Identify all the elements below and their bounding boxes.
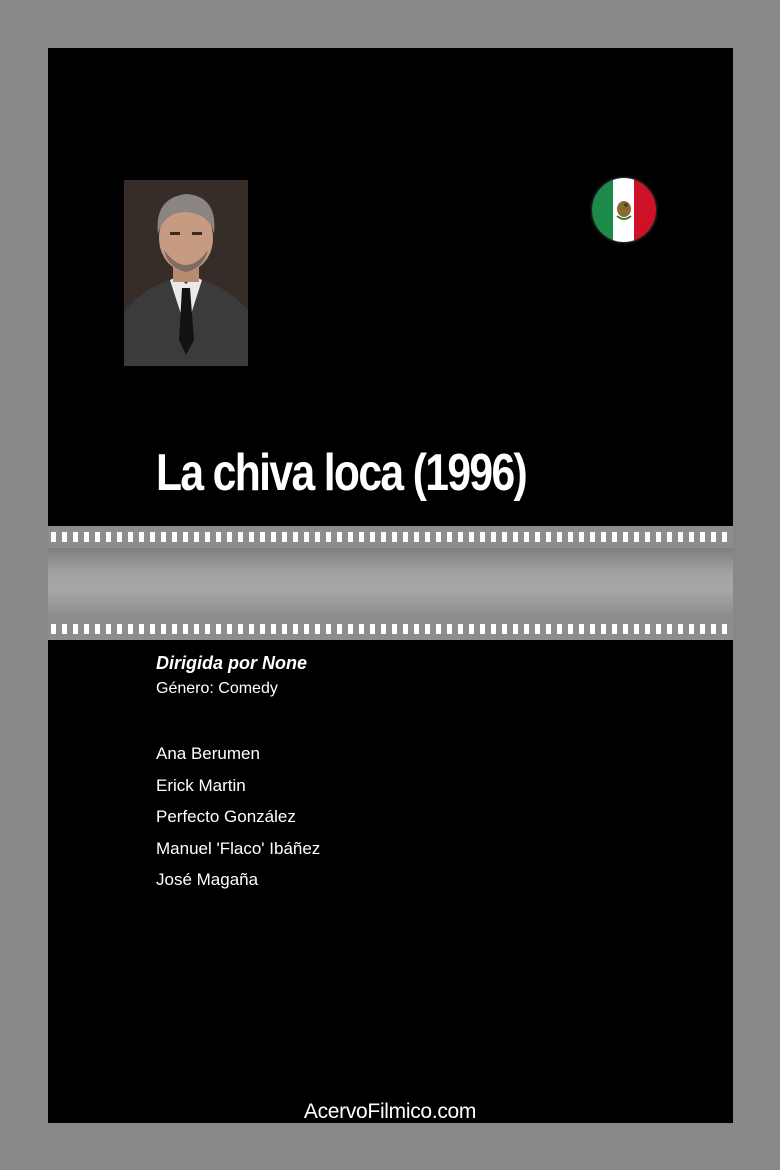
- film-sprocket-holes-bottom: [48, 624, 733, 634]
- cast-member: Erick Martin: [156, 775, 246, 795]
- cast-member: José Magaña: [156, 870, 259, 889]
- movie-info: [156, 653, 320, 896]
- film-sprocket-holes-top: [48, 532, 733, 542]
- film-strip-divider: [48, 526, 733, 640]
- mexico-flag-icon: [592, 178, 656, 242]
- cast-member: Perfecto González: [156, 807, 296, 826]
- movie-title: La chiva loca (1996): [156, 444, 527, 502]
- cast-member: Manuel 'Flaco' Ibáñez: [156, 838, 321, 858]
- movie-card: [48, 48, 733, 1123]
- director-line: Dirigida por None: [156, 653, 308, 673]
- cast-list: [156, 738, 320, 896]
- actor-portrait: [124, 180, 248, 366]
- site-watermark: AcervoFilmico.com: [303, 1100, 477, 1123]
- cast-member: Ana Berumen: [156, 744, 260, 763]
- genre-line: Género: Comedy: [156, 680, 278, 697]
- film-frame: [48, 548, 733, 618]
